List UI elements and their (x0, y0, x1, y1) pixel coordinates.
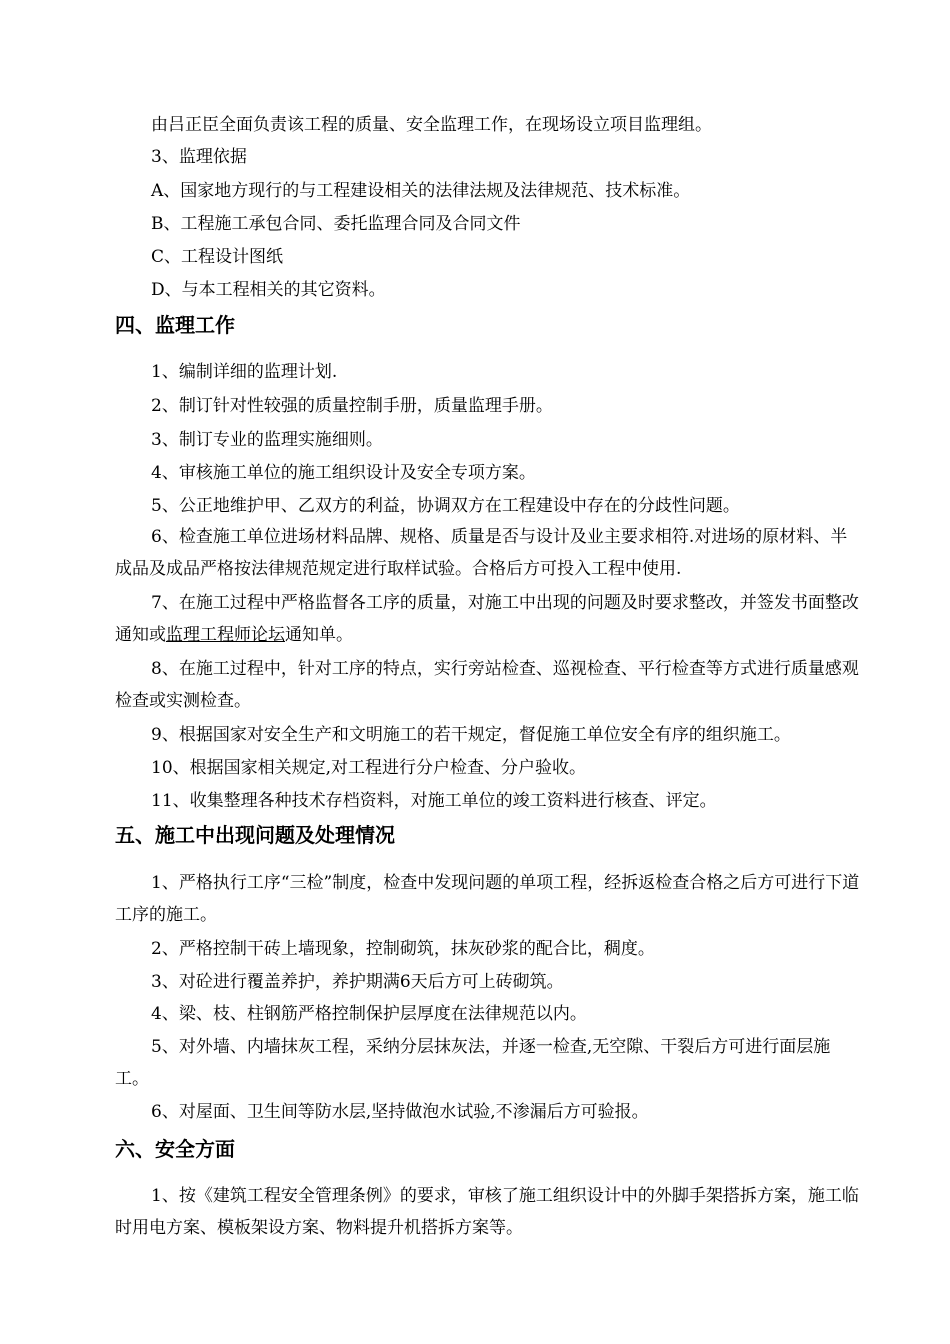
section4-item-3: 3、制订专业的监理实施细则。 (151, 430, 383, 450)
section4-item-6: 6、检查施工单位进场材料品牌、规格、质量是否与设计及业主要求相符.对进场的原材料、半成品及成品严格按法律规范规定进行取样试验。合格后方可投入工程中使用. (115, 527, 848, 579)
section6-item-1: 1、按《建筑工程安全管理条例》的要求，审核了施工组织设计中的外脚手架搭拆方案，施工临时用电方案、模板架设方案、物料提升机搭拆方案等。 (115, 1186, 859, 1238)
section4-item-1: 1、编制详细的监理计划. (151, 362, 338, 382)
section4-item-8: 8、在施工过程中，针对工序的特点，实行旁站检查、巡视检查、平行检查等方式进行质量感观检查或实测检查。 (115, 659, 859, 711)
section5-item-6: 6、对屋面、卫生间等防水层,坚持做泡水试验,不渗漏后方可验报。 (151, 1102, 649, 1122)
section5-item-1: 1、严格执行工序“三检”制度，检查中发现问题的单项工程，经拆返检查合格之后方可进行下道工序的施工。 (115, 873, 860, 925)
basis-item-b: B、工程施工承包合同、委托监理合同及合同文件 (151, 214, 521, 234)
item7-text-before: 7、在施工过程中严格监督各工序的质量，对施工中出现的问题及时要求整改，并签发书面整改通知或 (115, 593, 859, 645)
section4-item-10: 10、根据国家相关规定,对工程进行分户检查、分户验收。 (151, 758, 587, 778)
section5-heading: 五、施工中出现问题及处理情况 (115, 823, 395, 847)
basis-item-c: C、工程设计图纸 (151, 247, 284, 267)
section4-item-2: 2、制订针对性较强的质量控制手册，质量监理手册。 (151, 396, 553, 416)
section6-heading: 六、安全方面 (115, 1137, 235, 1161)
forum-link[interactable]: 监理工程师论坛 (166, 625, 285, 645)
section5-item-2: 2、严格控制干砖上墙现象，控制砌筑，抹灰砂浆的配合比，稠度。 (151, 939, 655, 959)
basis-title: 3、监理依据 (151, 147, 247, 167)
basis-item-d: D、与本工程相关的其它资料。 (151, 280, 386, 300)
section4-heading: 四、监理工作 (115, 313, 235, 337)
item7-text-after: 通知单。 (285, 625, 353, 645)
section4-item-11: 11、收集整理各种技术存档资料，对施工单位的竣工资料进行核查、评定。 (151, 791, 717, 811)
intro-paragraph: 由吕正臣全面负责该工程的质量、安全监理工作，在现场设立项目监理组。 (151, 115, 712, 135)
section4-item-9: 9、根据国家对安全生产和文明施工的若干规定，督促施工单位安全有序的组织施工。 (151, 725, 791, 745)
section5-item-5: 5、对外墙、内墙抹灰工程，采纳分层抹灰法，并逐一检查,无空隙、干裂后方可进行面层施工。 (115, 1037, 831, 1089)
section5-item-4: 4、梁、枝、柱钢筋严格控制保护层厚度在法律规范以内。 (151, 1004, 587, 1024)
basis-item-a: A、国家地方现行的与工程建设相关的法律法规及法律规范、技术标准。 (151, 181, 691, 201)
section5-item-3: 3、对砼进行覆盖养护，养护期满6天后方可上砖砌筑。 (151, 972, 564, 992)
section4-item-4: 4、审核施工单位的施工组织设计及安全专项方案。 (151, 463, 536, 483)
section4-item-5: 5、公正地维护甲、乙双方的利益，协调双方在工程建设中存在的分歧性问题。 (151, 496, 740, 516)
section4-item-7 (115, 587, 863, 651)
